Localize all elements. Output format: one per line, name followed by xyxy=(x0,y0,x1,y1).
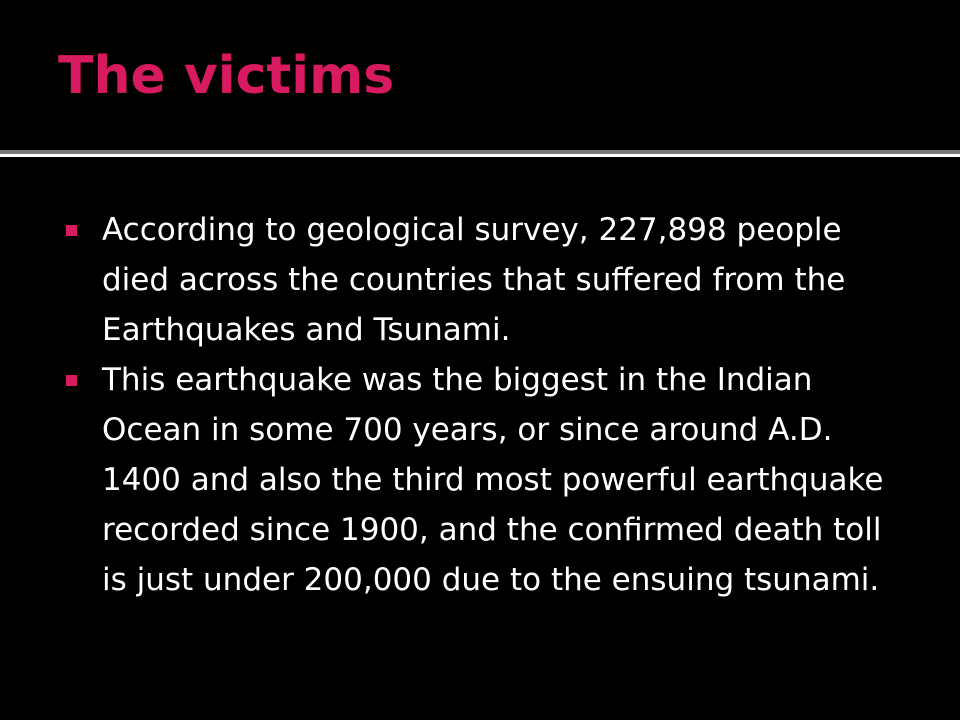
bullet-item xyxy=(66,355,916,605)
bullet-square-icon xyxy=(66,225,77,236)
bullet-item xyxy=(66,205,916,355)
bullet-list xyxy=(66,205,916,605)
slide-title: The victims xyxy=(58,46,395,106)
bullet-square-icon xyxy=(66,375,77,386)
bullet-text: This earthquake was the biggest in the Indian Ocean in some 700 years, or since around A.D. 1400 and also the third most powerful earthquake recorded since 1900, and the confirmed death toll is just under 200,000 due to the ensuing tsunami. xyxy=(102,362,884,598)
title-band xyxy=(0,0,960,150)
bullet-text: According to geological survey, 227,898 people died across the countries that suffered from the Earthquakes and Tsunami. xyxy=(102,212,846,348)
content-area xyxy=(0,157,960,720)
